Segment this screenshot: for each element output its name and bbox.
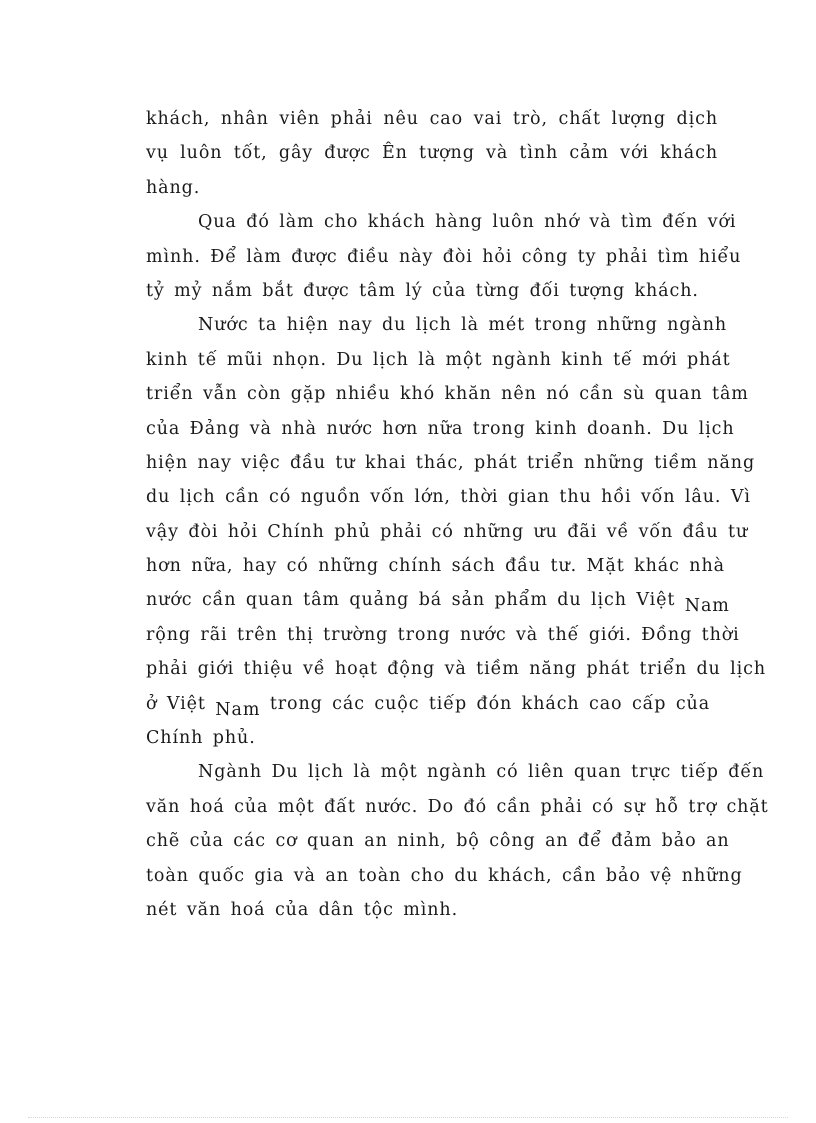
text-fragment: nước cần quan tâm quảng bá sản phẩm du lịch Việt (146, 590, 676, 611)
text-line: hơn nữa, hay có những chính sách đầu tư. Mặt khác nhà (146, 556, 725, 577)
country-name-subscript: Nam (215, 699, 261, 720)
text-line: khách, nhân viên phải nêu cao vai trò, chất lượng dịch (146, 109, 718, 129)
text-line: triển vẫn còn gặp nhiều khó khăn nên nó cần sù quan tâm (146, 384, 749, 405)
text-line: văn hoá của một đất nước. Do đó cần phải có sự hỗ trợ chặt (146, 796, 769, 817)
text-line: du lịch cần có nguồn vốn lớn, thời gian thu hồi vốn lâu. Vì (146, 487, 751, 508)
paragraph-start-line: Nước ta hiện nay du lịch là mét trong những ngành (198, 315, 728, 336)
country-name-subscript: Nam (684, 596, 730, 617)
text-fragment: trong các cuộc tiếp đón khách cao cấp của (269, 693, 711, 714)
text-fragment: ở Việt (146, 693, 206, 714)
text-line (146, 687, 718, 721)
text-line: tỷ mỷ nắm bắt được tâm lý của từng đối tượng khách. (146, 280, 699, 301)
text-line: vụ luôn tốt, gây được Ên tượng và tình cảm với khách (146, 143, 718, 164)
text-line: mình. Để làm được điều này đòi hỏi công ty phải tìm hiểu (146, 246, 742, 267)
page-bottom-divider (28, 1117, 788, 1118)
text-line: nét văn hoá của dân tộc mình. (146, 899, 459, 920)
text-line (146, 583, 730, 617)
text-line: kinh tế mũi nhọn. Du lịch là một ngành kinh tế mới phát (146, 349, 731, 370)
text-line: toàn quốc gia và an toàn cho du khách, cần bảo vệ những (146, 865, 743, 886)
text-line: hiện nay việc đầu tư khai thác, phát triển những tiềm năng (146, 452, 756, 473)
paragraph-start-line: Ngành Du lịch là một ngành có liên quan trực tiếp đến (198, 762, 765, 783)
paragraph-start-line: Qua đó làm cho khách hàng luôn nhớ và tìm đến với (198, 212, 737, 233)
text-line: phải giới thiệu về hoạt động và tiềm năng phát triển du lịch (146, 659, 767, 680)
text-line: rộng rãi trên thị trường trong nước và thế giới. Đồng thời (146, 624, 740, 645)
text-line: vậy đòi hỏi Chính phủ phải có những ưu đãi về vốn đầu tư (146, 521, 749, 542)
text-line: Chính phủ. (146, 728, 256, 749)
text-line: chẽ của các cơ quan an ninh, bộ công an để đảm bảo an (146, 831, 730, 852)
body-text (146, 102, 769, 927)
text-line: hàng. (146, 177, 201, 198)
text-line: của Đảng và nhà nước hơn nữa trong kinh doanh. Du lịch (146, 418, 735, 439)
